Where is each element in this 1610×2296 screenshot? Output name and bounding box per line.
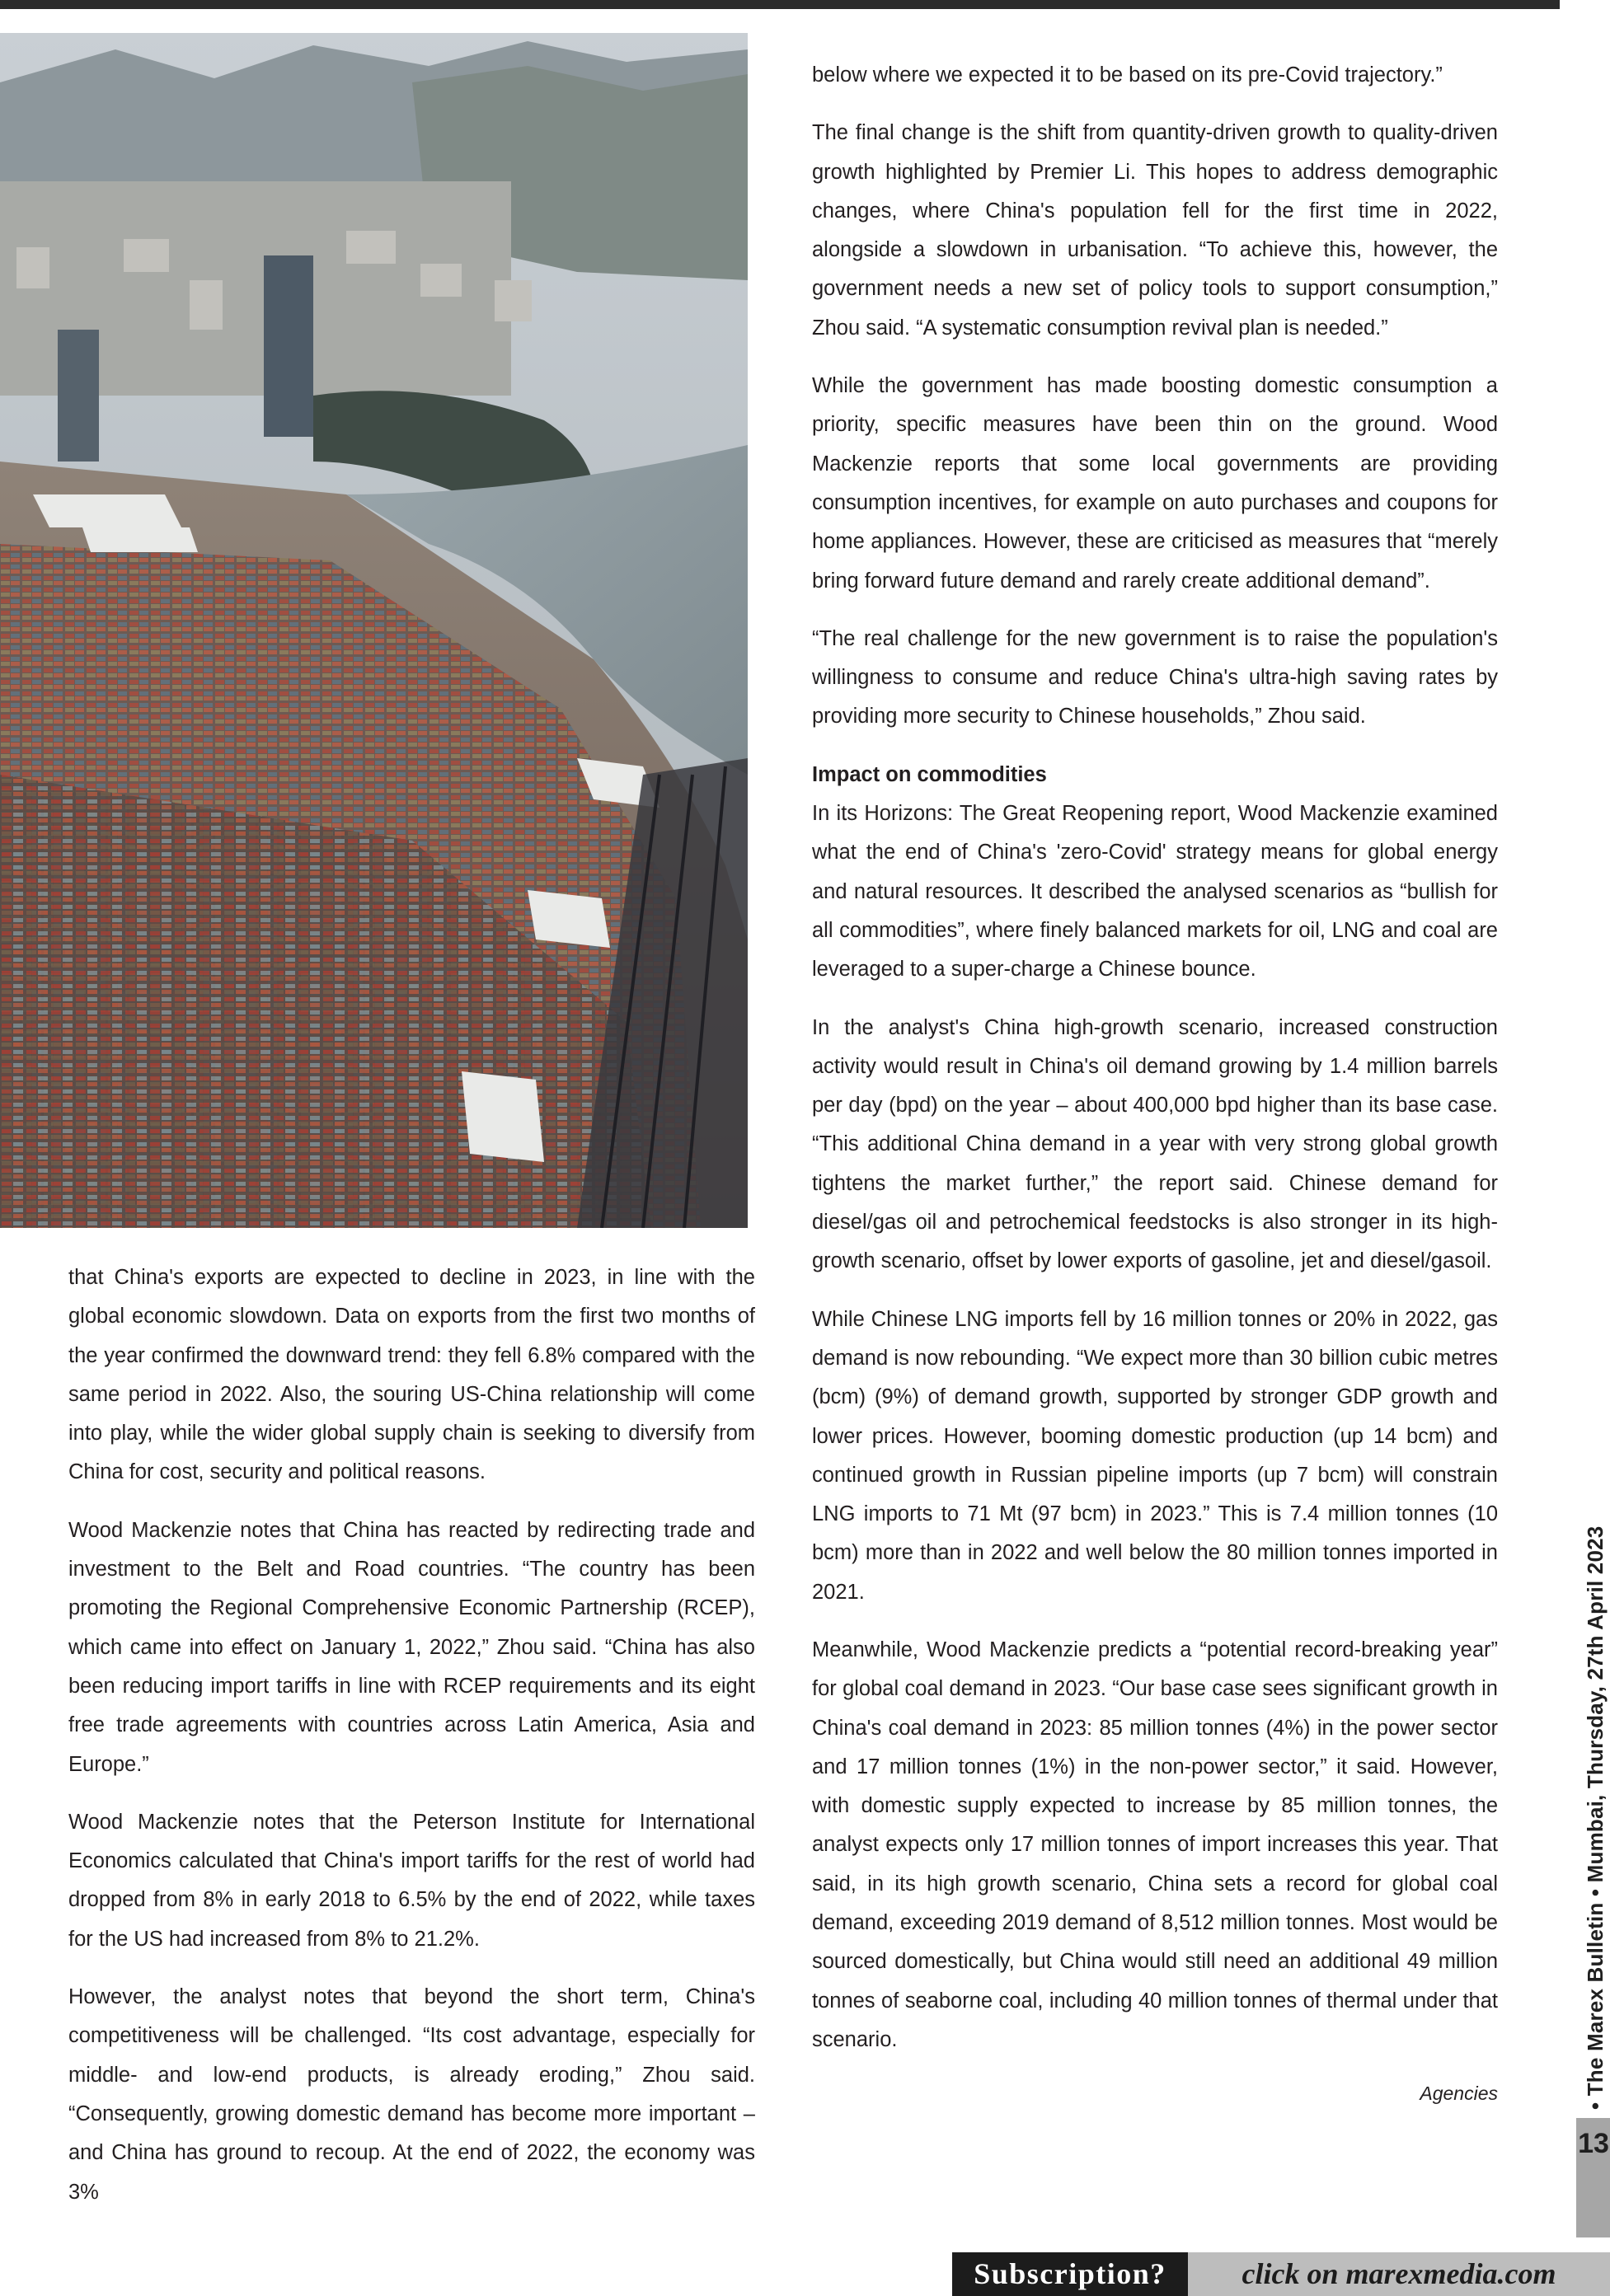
left-paragraph-4: However, the analyst notes that beyond the short term, China's competitiveness will be challenged. “Its cost advantage, especially for middle- and low-end products, is already eroding,” Zhou said. “Consequently, growing domestic demand has become more important – and China has ground to recoup. At the end of 2022, the economy was 3% (68, 1985, 755, 2204)
port-aerial-photo (0, 33, 748, 1228)
left-paragraph-3: Wood Mackenzie notes that the Peterson Institute for International Economics calculated that China's import tariffs for the rest of world had dropped from 8% in early 2018 to 6.5% by the end of 2022, while taxes for the US had increased from 8% to 21.2%. (68, 1810, 755, 1951)
running-head: • The Marex Bulletin • Mumbai, Thursday, 27th April 2023 (1583, 1525, 1608, 2110)
port-photo-illustration (0, 33, 748, 1228)
subscription-banner[interactable] (952, 2252, 1610, 2296)
right-paragraph-1: below where we expected it to be based on its pre-Covid trajectory.” (812, 63, 1443, 87)
right-paragraph-5: In its Horizons: The Great Reopening report, Wood Mackenzie examined what the end of China's 'zero-Covid' strategy means for global energy and natural resources. It described the analysed scenarios as “bullish for all commodities”, where finely balanced markets for oil, LNG and coal are leveraged to a super-charge a Chinese bounce. (812, 802, 1498, 982)
right-paragraph-8: Meanwhile, Wood Mackenzie predicts a “potential record-breaking year” for global coal demand in 2023. “Our base case sees significant growth in China's coal demand in 2023: 85 million tonnes (4%) in the power sector and 17 million tonnes (1%) in the non-power sector,” it said. However, with domestic supply expected to increase by 85 million tonnes, the analyst expects only 17 million tonnes of import increases this year. That said, in its high growth scenario, China sets a record for global coal demand, exceeding 2019 demand of 8,512 million tonnes. Most would be sourced domestically, but China would still need an additional 49 million tonnes of seaborne coal, including 40 million tonnes of thermal under that scenario. (812, 1638, 1498, 2051)
left-paragraph-1: that China's exports are expected to decline in 2023, in line with the global economic slowdown. Data on exports from the first two months of the year confirmed the downward trend: they fell 6.8% compared with the same period in 2022. Also, the souring US-China relationship will come into play, while the wider global supply chain is seeking to diversify from China for cost, security and political reasons. (68, 1266, 755, 1484)
article-right-column (812, 56, 1498, 2114)
page-number: 13 (1576, 2118, 1610, 2237)
right-paragraph-2: The final change is the shift from quantity-driven growth to quality-driven growth highlighted by Premier Li. This hopes to address demographic changes, where China's population fell for the first time in 2022, alongside a slowdown in urbanisation. “To achieve this, however, the government needs a new set of policy tools to support consumption,” Zhou said. “A systematic consumption revival plan is needed.” (812, 121, 1498, 340)
left-paragraph-2: Wood Mackenzie notes that China has reacted by redirecting trade and investment to the Belt and Road countries. “The country has been promoting the Regional Comprehensive Economic Partnership (RCEP), which came into effect on January 1, 2022,” Zhou said. “China has also been reducing import tariffs in line with RCEP requirements and its eight free trade agreements with countries across Latin America, Asia and Europe.” (68, 1518, 755, 1776)
top-rule (0, 0, 1560, 9)
right-paragraph-3: While the government has made boosting domestic consumption a priority, specific measures have been thin on the ground. Wood Mackenzie reports that some local governments are providing consumption incentives, for example on auto purchases and coupons for home appliances. However, these are criticised as measures that “merely bring forward future demand and rarely create additional demand”. (812, 374, 1498, 593)
byline-agencies: Agencies (1420, 2083, 1498, 2105)
right-paragraph-7: While Chinese LNG imports fell by 16 million tonnes or 20% in 2022, gas demand is now rebounding. “We expect more than 30 billion cubic metres (bcm) (9%) of demand growth, supported by stronger GDP growth and lower prices. However, booming domestic production (up 14 bcm) and continued growth in Russian pipeline imports (up 7 bcm) will constrain LNG imports to 71 Mt (97 bcm) in 2023.” This is 7.4 million tonnes (10 bcm) more than in 2022 and well below the 80 million tonnes imported in 2021. (812, 1307, 1498, 1604)
subscription-label[interactable]: Subscription? (952, 2252, 1188, 2296)
subheading-impact-on-commodities: Impact on commodities (812, 762, 1047, 786)
right-paragraph-6: In the analyst's China high-growth scenario, increased construction activity would result in China's oil demand growing by 1.4 million barrels per day (bpd) on the year – about 400,000 bpd higher than its base case. “This additional China demand in a year with very strong global growth tightens the market further,” the report said. Chinese demand for diesel/gas oil and petrochemical feedstocks is also stronger in its high-growth scenario, offset by lower exports of gasoline, jet and diesel/gasoil. (812, 1015, 1498, 1273)
right-paragraph-4: “The real challenge for the new government is to raise the population's willingness to consume and reduce China's ultra-high saving rates by providing more security to Chinese households,” Zhou said. (812, 626, 1498, 729)
subscription-link[interactable]: click on marexmedia.com (1188, 2252, 1610, 2296)
article-left-column (68, 1258, 755, 2231)
